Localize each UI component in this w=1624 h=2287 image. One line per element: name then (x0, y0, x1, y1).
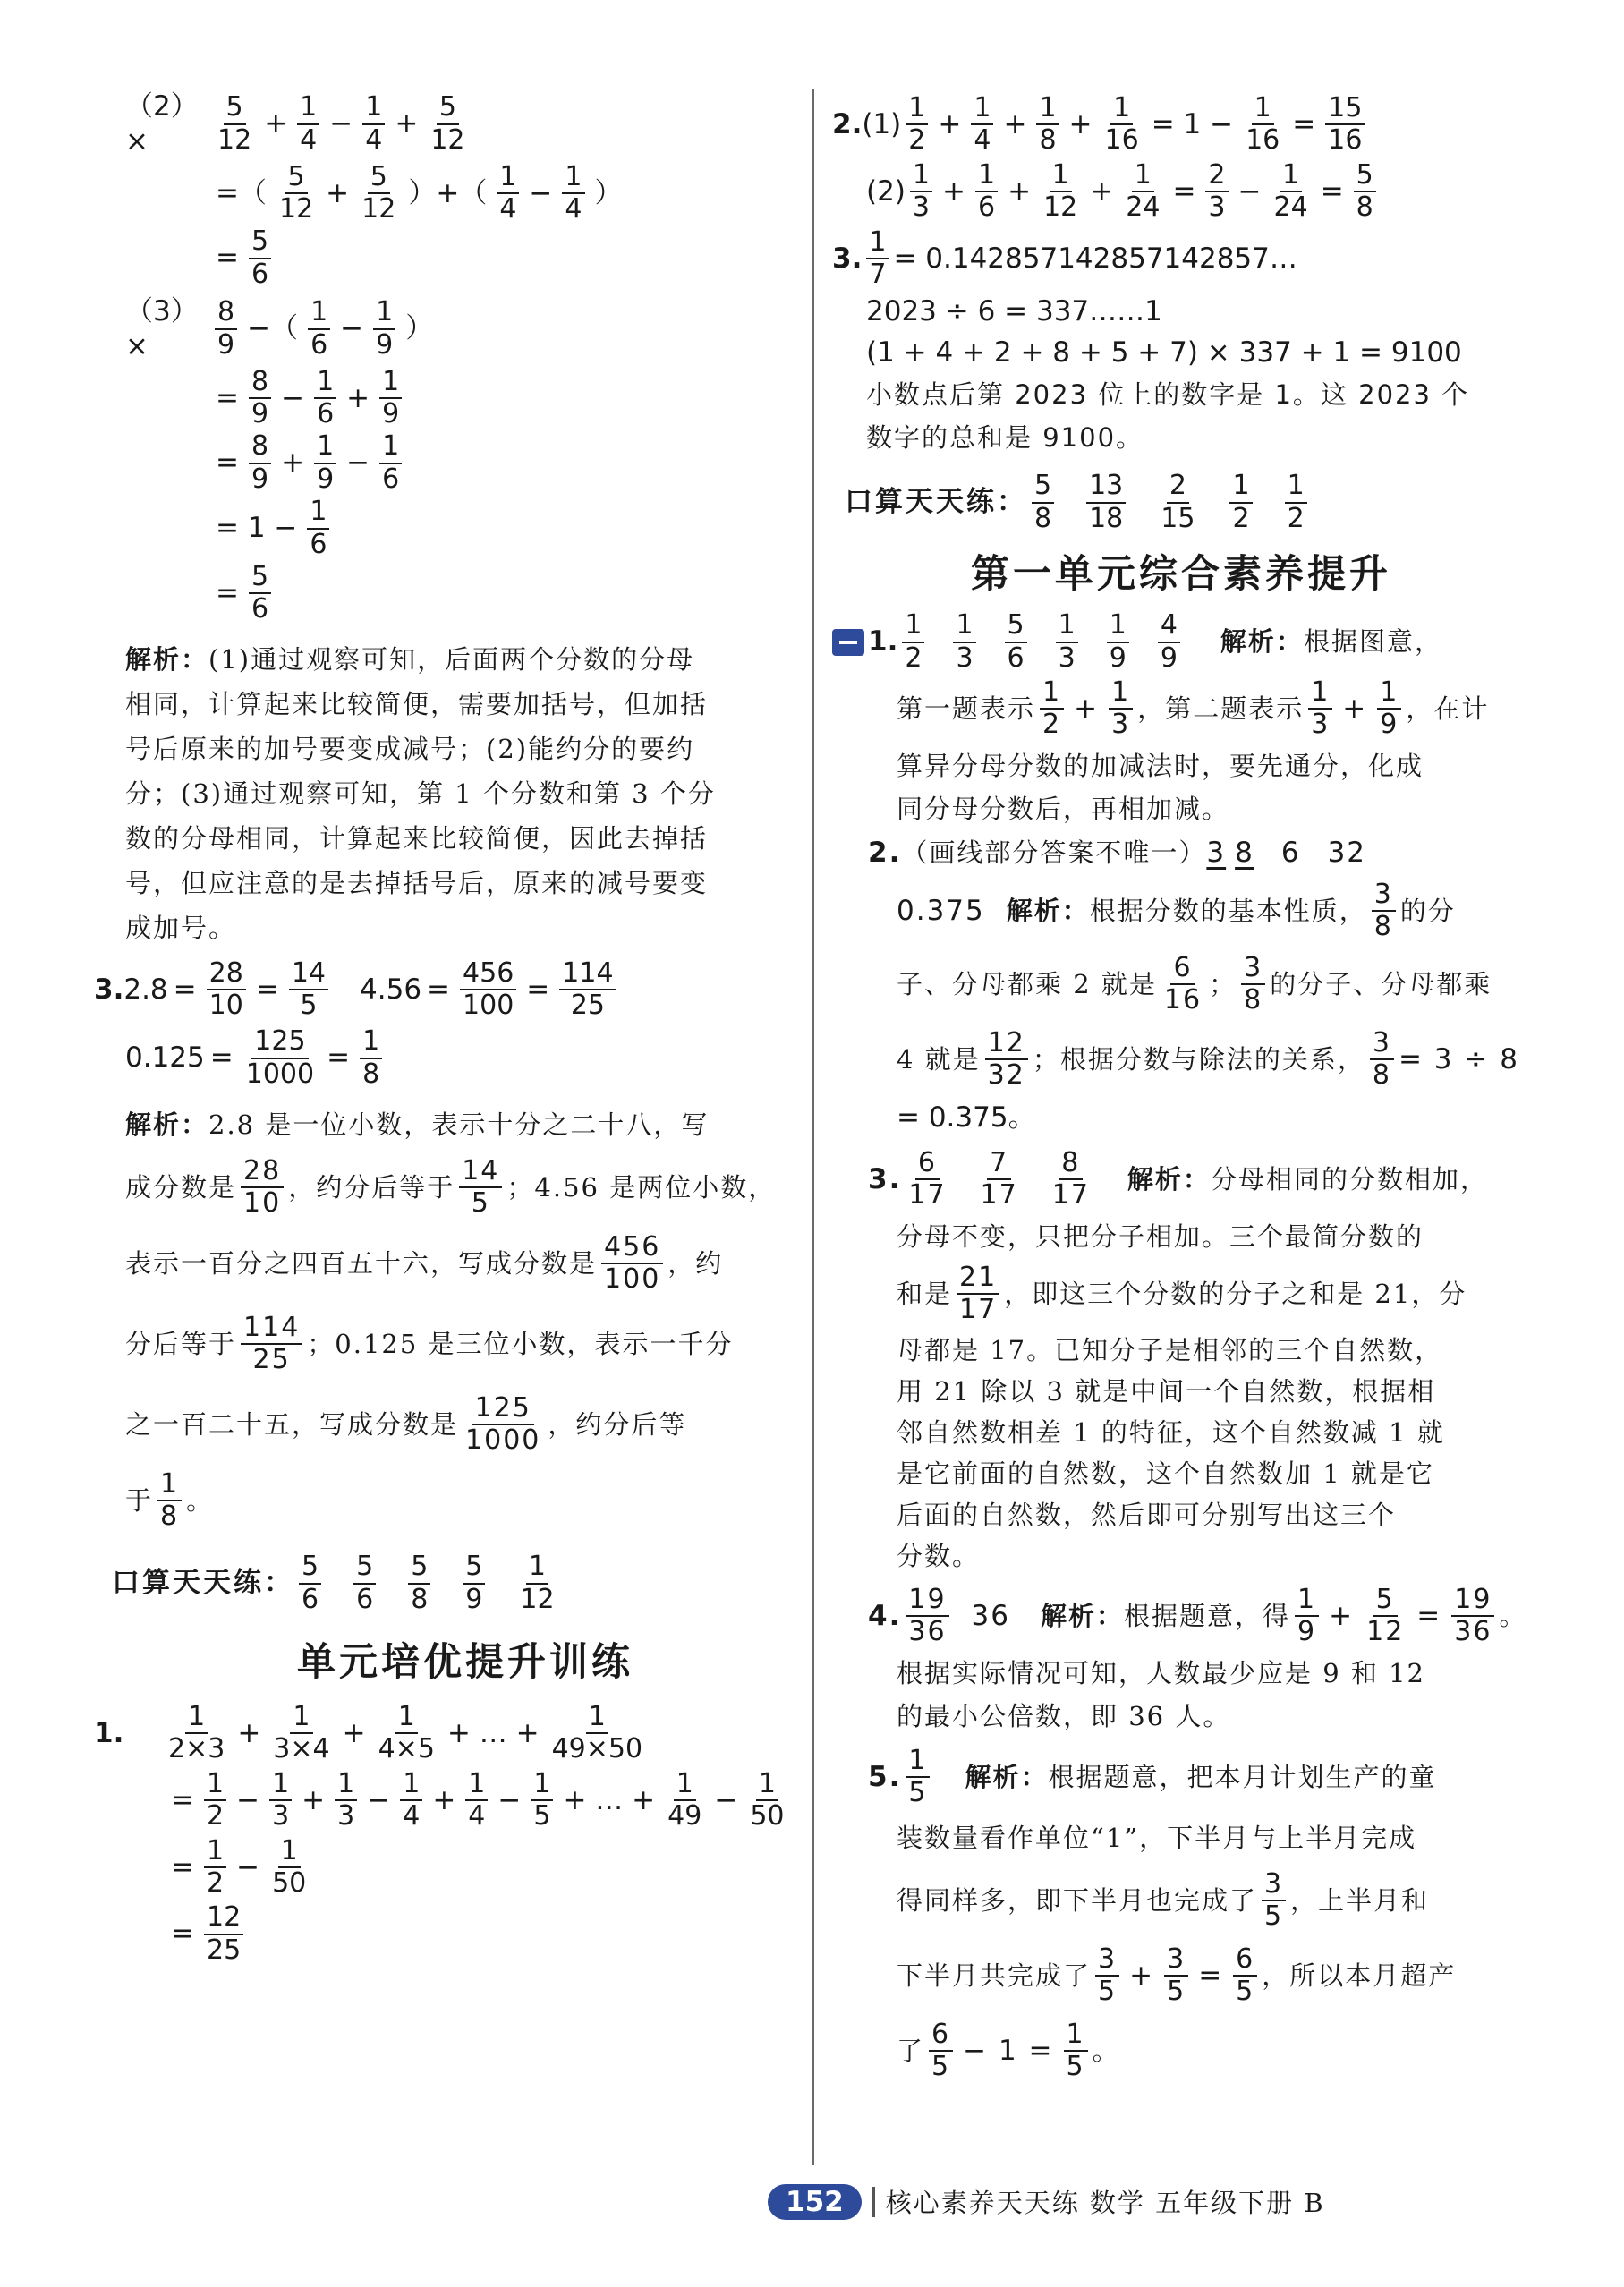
right-column (832, 85, 1530, 2088)
r-q3-sum: (1 + 4 + 2 + 8 + 5 + 7) × 337 + 1 = 9100 (866, 336, 1462, 370)
page-number: 152 (768, 2184, 862, 2220)
t1-line3: = $\frac{1}{2}$ − $\frac{1}{50}$ (171, 1834, 307, 1899)
footer-text: 核心素养天天练 数学 五年级下册 B (885, 2188, 1325, 2218)
s3-line6: 邻自然数相差 1 的特征，这个自然数减 1 就 (897, 1416, 1445, 1448)
s2-line5: = 0.375。 (897, 1101, 1036, 1134)
s4-line2: 根据实际情况可知，人数最少应是 9 和 12 (897, 1657, 1426, 1688)
left-column (94, 85, 805, 1966)
jiexi-2: 解析： 2.8 是一位小数，表示十分之二十八，写 成分数是 $\frac{28}{10}$ ，约分后等于 $\frac{14}{5}$ ；4.56 是两位小数， 表示一百分之四百五十六，写成分数是 $\frac{456}{100}$ ，约 分后等于 $\frac{114}{25}$ ；0.125 是三位小数，表示一千分 之一百二十五，写成分数是 $\frac{125}{1000}$ ，约分后等 于 $\frac{1}{8}$ 。 (125, 1109, 777, 1533)
p3-expr: （3）× $\frac{8}{9}$ −（ $\frac{1}{6}$ − $\frac{1}{9}$ ） (125, 295, 434, 362)
s5-line1: 5. $\frac{1}{5}$ 解析： 根据题意，把本月计划生产的童 (868, 1744, 1437, 1808)
r-q2-2: (2) $\frac{1}{3}$ + $\frac{1}{6}$ + $\frac{1}{12}$ + $\frac{1}{24}$ = $\frac{2}{3}$ − $\frac{1}{24}$ = $\frac{5}{8}$ (832, 161, 1530, 223)
t1-line2: = $\frac{1}{2}$ − $\frac{1}{3}$ + $\frac{1}{3}$ − $\frac{1}{4}$ + $\frac{1}{4}$ − $\frac{1}{5}$ + … + $\frac{1}{49}$ − $\frac{1}{50}$ (171, 1767, 785, 1832)
s2-line4: 4 就是 $\frac{12}{32}$ ；根据分数与除法的关系， $\frac{3}{8}$ = 3 ÷ 8 (897, 1026, 1519, 1091)
s1-line1: 1. $\frac{1}{2}$ $\frac{1}{3}$ $\frac{5}{6}$ $\frac{1}{3}$ $\frac{1}{9}$ $\frac{4}{9}$ 解析： 根据图意， (832, 611, 1530, 673)
p2-step1: =（ $\frac{5}{12}$ + $\frac{5}{12}$ ）+（ $\frac{1}{4}$ − $\frac{1}{4}$ ） (216, 160, 623, 225)
s2-line2: 0.375 解析： 根据分数的基本性质， $\frac{3}{8}$ 的分 (897, 878, 1456, 942)
p2-step2: = $\frac{5}{6}$ (125, 227, 805, 289)
s3-line3: 和是 $\frac{21}{17}$ ，即这三个分数的分子之和是 21，分 (897, 1261, 1467, 1325)
s3-line7: 是它前面的自然数，这个自然数加 1 就是它 (897, 1458, 1434, 1489)
footer-separator (872, 2187, 875, 2217)
p3-step4: = $\frac{5}{6}$ (125, 563, 805, 625)
s3-line9: 分数。 (897, 1540, 981, 1571)
s1-line3: 算异分母分数的加减法时，要先通分，化成 (897, 750, 1424, 781)
p3-step2: = $\frac{8}{9}$ + $\frac{1}{9}$ − $\frac{1}{6}$ (125, 432, 805, 494)
p3-step3: = 1 − $\frac{1}{6}$ (125, 497, 805, 559)
r-q3-div: 2023 ÷ 6 = 337……1 (866, 295, 1162, 328)
q3-line1: 3. 2.8 = $\frac{28}{10}$ = $\frac{14}{5}$ 4.56 = $\frac{456}{100}$ = $\frac{114}{25}$ (94, 959, 805, 1021)
s5-line3: 得同样多，即下半月也完成了 $\frac{3}{5}$ ，上半月和 (897, 1867, 1430, 1932)
jiexi-1: 解析： (1)通过观察可知，后面两个分数的分母 相同，计算起来比较简便，需要加括号，但加括 号后原来的加号要变成减号；(2)能约分的要约 分；(3)通过观察可知，第 1 个分数和第 3 个分 数的分母相同，计算起来比较简便，因此去掉括 号，但应注意的是去掉括号后，原来的减号要变 成加号。 (125, 643, 716, 943)
s3-line2: 分母不变，只把分子相加。三个最简分数的 (897, 1220, 1424, 1252)
s5-line4: 下半月共完成了 $\frac{3}{5}$ + $\frac{3}{5}$ = $\frac{6}{5}$ ，所以本月超产 (897, 1943, 1457, 2007)
t1-line4: = $\frac{12}{25}$ (125, 1903, 805, 1965)
s2-line1: 2. （画线部分答案不唯一） 3 8 6 32 (868, 836, 1367, 869)
page-footer (768, 2183, 1325, 2220)
column-divider (812, 89, 814, 2165)
s5-line5: 了 $\frac{6}{5}$ − 1 = $\frac{1}{5}$ 。 (897, 2018, 1120, 2082)
s3-line1: 3. $\frac{6}{17}$ $\frac{7}{17}$ $\frac{8}{17}$ 解析： 分母相同的分数相加， (868, 1146, 1488, 1211)
q3-line2: 0.125 = $\frac{125}{1000}$ = $\frac{1}{8}$ (125, 1027, 805, 1089)
p3-step1: = $\frac{8}{9}$ − $\frac{1}{6}$ + $\frac{1}{9}$ (125, 368, 805, 429)
t1-line1: 1. $\frac{1}{2\times 3}$ + $\frac{1}{3\times 4}$ + $\frac{1}{4\times 5}$ + … + $\frac{1}{49\times 50}$ (94, 1701, 643, 1765)
r-q2-1: 2. (1) $\frac{1}{2}$ + $\frac{1}{4}$ + $\frac{1}{8}$ + $\frac{1}{16}$ = 1 − $\frac{1}{16}$ = $\frac{15}{16}$ (832, 94, 1530, 156)
s3-line4: 母都是 17。已知分子是相邻的三个自然数， (897, 1334, 1443, 1365)
s1-line2: 第一题表示 $\frac{1}{2}$ + $\frac{1}{3}$ ，第二题表示 $\frac{1}{3}$ + $\frac{1}{9}$ ，在计 (897, 676, 1490, 740)
p2-expr: （2）× $\frac{5}{12}$ + $\frac{1}{4}$ − $\frac{1}{4}$ + $\frac{5}{12}$ (125, 90, 465, 157)
s4-line1: 4. $\frac{19}{36}$ 36 解析： 根据题意，得 $\frac{1}{9}$ + $\frac{5}{12}$ = $\frac{19}{36}$ 。 (868, 1583, 1527, 1647)
section-one-badge-icon (832, 629, 864, 656)
section-title-right: 第一单元综合素养提升 (971, 552, 1391, 598)
s3-line8: 后面的自然数，然后即可分别写出这三个 (897, 1499, 1397, 1530)
r-q3-1: 3. $\frac{1}{7}$ = 0.142857142857142857… (832, 225, 1297, 290)
s2-line3: 子、分母都乘 2 就是 $\frac{6}{16}$ ； $\frac{3}{8}$ 的分子、分母都乘 (897, 951, 1492, 1016)
s1-line4: 同分母分数后，再相加减。 (897, 793, 1230, 824)
s5-line2: 装数量看作单位“1”，下半月与上半月完成 (897, 1822, 1417, 1853)
s4-line3: 的最小公倍数，即 36 人。 (897, 1700, 1231, 1731)
kousuan-right: 口算天天练： $\frac{5}{8}$ $\frac{13}{18}$ $\frac{2}{15}$ $\frac{1}{2}$ $\frac{1}{2}$ (832, 472, 1530, 533)
section-title-left: 单元培优提升训练 (297, 1640, 633, 1686)
s3-line5: 用 21 除以 3 就是中间一个自然数，根据相 (897, 1375, 1436, 1407)
r-q3-text1: 小数点后第 2023 位上的数字是 1。这 2023 个 (866, 379, 1470, 411)
r-q3-text2: 数字的总和是 9100。 (866, 422, 1144, 454)
kousuan-left: 口算天天练： $\frac{5}{6}$ $\frac{5}{6}$ $\frac{5}{8}$ $\frac{5}{9}$ $\frac{1}{12}$ (112, 1551, 555, 1615)
